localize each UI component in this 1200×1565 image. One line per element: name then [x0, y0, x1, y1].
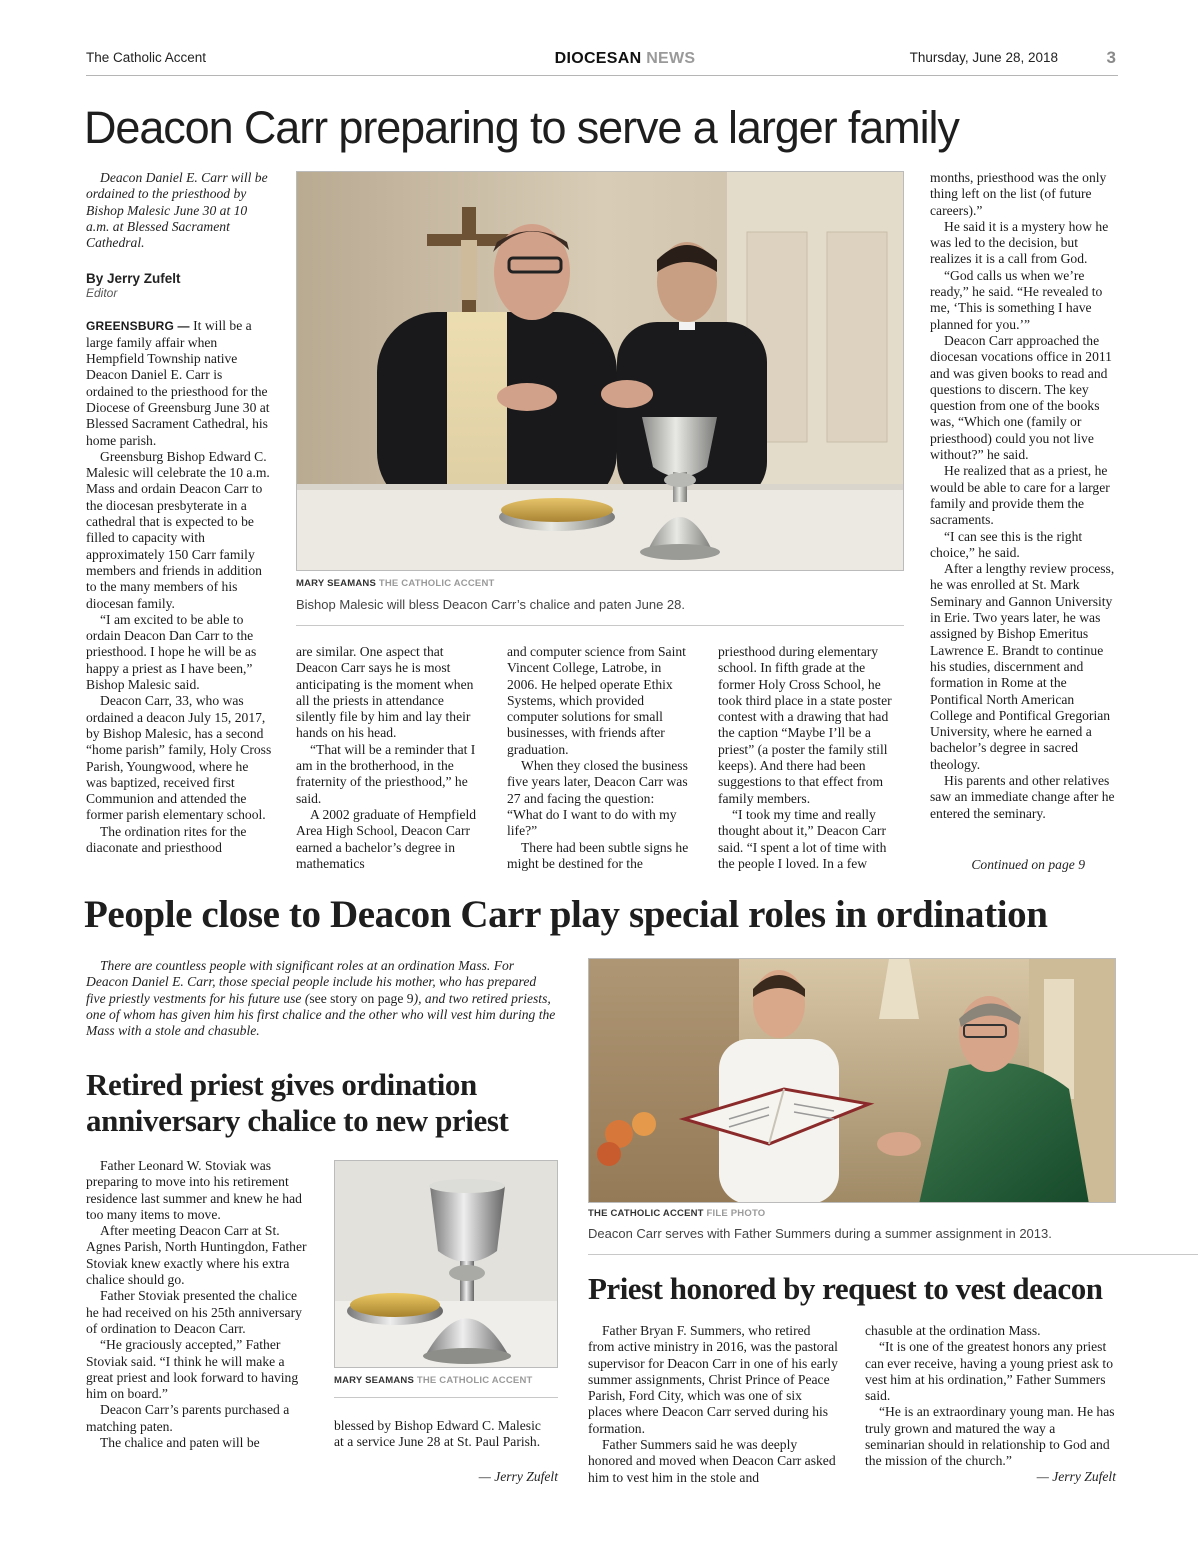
story4-signature: — Jerry Zufelt: [1036, 1469, 1116, 1484]
paragraph: When they closed the business five years later, Deacon Carr was 27 and facing the question: “What do I want to do with my life?”: [507, 758, 688, 839]
paragraph: Deacon Carr’s parents purchased a matching paten.: [86, 1402, 290, 1434]
photo1-credit: [296, 578, 495, 589]
paragraph: Father Stoviak presented the chalice he had received on his 25th anniversary of ordination to Deacon Carr.: [86, 1288, 302, 1336]
header-rule: [86, 75, 1118, 76]
intro-text: ), and two retired priests, one of whom has given him his first chalice and the other who will vest him during the Mass with a stole and chasuble.: [86, 990, 556, 1039]
story3-signature: — Jerry Zufelt: [478, 1469, 558, 1484]
photo2-credit-org: FILE PHOTO: [706, 1208, 766, 1219]
paragraph: blessed by Bishop Edward C. Malesic at a service June 28 at St. Paul Parish.: [334, 1418, 541, 1450]
section-word-diocesan: DIOCESAN: [554, 50, 642, 67]
page-number: 3: [1106, 48, 1116, 67]
section-word-news: NEWS: [646, 50, 696, 67]
section-title: [500, 50, 750, 68]
story2-intro: [86, 958, 558, 1039]
caption-rule: [334, 1397, 558, 1398]
photo2-caption: Deacon Carr serves with Father Summers during a summer assignment in 2013.: [588, 1226, 1052, 1241]
paragraph: After meeting Deacon Carr at St. Agnes Parish, North Huntingdon, Father Stoviak knew exactly where his extra chalice should go.: [86, 1223, 307, 1288]
paragraph: chasuble at the ordination Mass.: [865, 1323, 1041, 1338]
story4-column-2: [865, 1323, 1118, 1470]
issue-date: Thursday, June 28, 2018: [909, 50, 1058, 65]
paragraph: “I took my time and really thought about it,” Deacon Carr said. “I spent a lot of time with the people I loved. In a few: [718, 806, 887, 871]
paragraph: [86, 318, 272, 448]
photo2-credit: [588, 1208, 765, 1219]
photo1-credit-org: THE CATHOLIC ACCENT: [378, 578, 495, 589]
paragraph: He said it is a mystery how he was led to the decision, but realizes it is a call from God.: [930, 218, 1109, 267]
paragraph: The chalice and paten will be: [100, 1435, 260, 1451]
paragraph: He realized that as a priest, he would be able to care for a larger family and provide them the sacraments.: [930, 463, 1110, 528]
dateline: GREENSBURG —: [86, 319, 190, 334]
paragraph: “That will be a reminder that I am in the brotherhood, in the fraternity of the priesthood,” he said.: [296, 741, 476, 806]
story1-sidebar: [86, 170, 272, 856]
story1-column-5: [930, 170, 1118, 822]
paragraph: and computer science from Saint Vincent College, Latrobe, in 2006. He helped operate Ethix Systems, which provided computer solutions for small businesses, with friends after graduation.: [507, 644, 686, 757]
paragraph: months, priesthood was the only thing left on the list (of future careers).”: [930, 170, 1107, 218]
paragraph: There had been subtle signs he might be destined for the: [507, 839, 689, 871]
paragraph: Deacon Carr, 33, who was ordained a deacon July 15, 2017, by Bishop Malesic, has a second “home parish” family, Holy Cross Parish, Youngwood, where he was baptized, received first Communion and attended the former parish elementary school.: [86, 693, 272, 823]
paragraph: “I am excited to be able to ordain Deacon Dan Carr to the priesthood. I hope he will be as happy a priest as I have been,” Bishop Malesic said.: [86, 611, 257, 693]
paragraph: “He is an extraordinary young man. He has truly grown and matured the way a seminarian should in relationship to God and the mission of the church.”: [865, 1404, 1115, 1469]
section-headline: People close to Deacon Carr play special roles in ordination: [84, 893, 1048, 936]
photo3-credit-org: THE CATHOLIC ACCENT: [416, 1375, 533, 1386]
story3-headline: Retired priest gives ordination anniversary chalice to new priest: [86, 1067, 509, 1138]
paragraph: Father Leonard W. Stoviak was preparing to move into his retirement residence last summer and knew he had too many items to move.: [86, 1158, 302, 1222]
story4-headline: Priest honored by request to vest deacon: [588, 1271, 1103, 1306]
byline-role: Editor: [86, 286, 118, 301]
paragraph: are similar. One aspect that Deacon Carr says he is most anticipating is the moment when all the priests in attendance silently file by him and lay their hands on his head.: [296, 644, 474, 741]
paragraph: After a lengthy review process, he was enrolled at St. Mark Seminary and Gannon University in Erie. Two years later, he was assigned by Bishop Emeritus Lawrence E. Brandt to continue his studies, discernment and formation in Rome at the Pontifical North American College and Pontifical Gregorian University, where he earned a bachelor’s degree in sacred theology.: [930, 561, 1115, 772]
chalice-photo: [334, 1160, 558, 1368]
photo1-caption: Bishop Malesic will bless Deacon Carr’s chalice and paten June 28.: [296, 597, 686, 612]
paragraph: priesthood during elementary school. In fifth grade at the former Holy Cross School, he took third place in a state poster contest with a drawing that had the caption “Maybe I’ll be a priest” (a poster the family still keeps). And there had been suggestions to that effect from family members.: [718, 644, 892, 806]
story-reference[interactable]: see story on page 9: [309, 990, 414, 1006]
paragraph: His parents and other relatives saw an immediate change after he entered the seminary.: [930, 772, 1115, 821]
bishop-blessing-photo: [296, 171, 904, 571]
story1-column-2: [296, 644, 480, 872]
continued-on-page[interactable]: Continued on page 9: [971, 857, 1085, 872]
paragraph: “I can see this is the right choice,” he said.: [930, 528, 1083, 560]
paragraph: Father Summers said he was deeply honored and moved when Deacon Carr asked him to vest him in the stole and: [588, 1437, 836, 1485]
story1-column-3: [507, 644, 691, 872]
story4-column-1: [588, 1323, 838, 1486]
paragraph: “God calls us when we’re ready,” he said. “He revealed to me, ‘This is something I have planned for you.’”: [930, 267, 1103, 332]
story3-column-2: [334, 1418, 554, 1451]
story1-column-4: [718, 644, 904, 872]
byline: By Jerry Zufelt: [86, 271, 181, 287]
publication-name: The Catholic Accent: [86, 50, 207, 65]
paragraph: Greensburg Bishop Edward C. Malesic will celebrate the 10 a.m. Mass and ordain Deacon Carr to the diocesan presbyterate in a cathedral that is expected to be filled to capacity with approximately 150 Carr family members and friends in addition to the many members of his diocesan family.: [86, 448, 270, 611]
paragraph: Father Bryan F. Summers, who retired from active ministry in 2016, was the pastoral supervisor for Deacon Carr in one of his early summer assignments, Christ Prince of Peace Parish, Ford City, which was one of six places where Deacon Carr served during his formation.: [588, 1323, 838, 1436]
photo2-credit-name: THE CATHOLIC ACCENT: [588, 1208, 704, 1219]
paragraph: A 2002 graduate of Hempfield Area High School, Deacon Carr earned a bachelor’s degree in mathematics: [296, 806, 477, 871]
deacon-and-father-photo: [588, 958, 1116, 1203]
caption-rule: [588, 1254, 1198, 1255]
main-headline: Deacon Carr preparing to serve a larger family: [84, 102, 959, 153]
story1-deck: Deacon Daniel E. Carr will be ordained to the priesthood by Bishop Malesic June 30 at 10 a.m. at Blessed Sacrament Cathedral.: [86, 170, 268, 251]
paragraph: “He graciously accepted,” Father Stoviak said. “I think he will make a great priest and look forward to having him on board.”: [86, 1337, 299, 1402]
intro-text: There are countless people with significant roles at an ordination Mass. For Deacon Daniel E. Carr, those special people include his mother, who has prepared five priestly vestments for his future use (: [86, 958, 537, 1006]
paragraph: The ordination rites for the diaconate and priesthood: [86, 823, 247, 855]
story1-column-1: [86, 318, 272, 856]
photo3-credit-name: MARY SEAMANS: [334, 1375, 414, 1386]
photo1-credit-name: MARY SEAMANS: [296, 578, 376, 589]
story3-column-1: [86, 1158, 312, 1451]
paragraph-text: It will be a large family affair when Hempfield Township native Deacon Daniel E. Carr is ordained to the priesthood for the Diocese of Greensburg June 30 at Blessed Sacrament Cathedral, his home parish.: [86, 318, 270, 448]
paragraph: Deacon Carr approached the diocesan vocations office in 2011 and was given books to read and questions to discern. The key question from one of the books was, “Which one (family or priesthood) could you not live without?” he said.: [930, 332, 1112, 463]
caption-rule: [296, 625, 904, 626]
paragraph: “It is one of the greatest honors any priest can ever receive, having a young priest ask to vest him at his ordination,” Father Summers said.: [865, 1339, 1113, 1404]
photo3-credit: [334, 1375, 533, 1386]
